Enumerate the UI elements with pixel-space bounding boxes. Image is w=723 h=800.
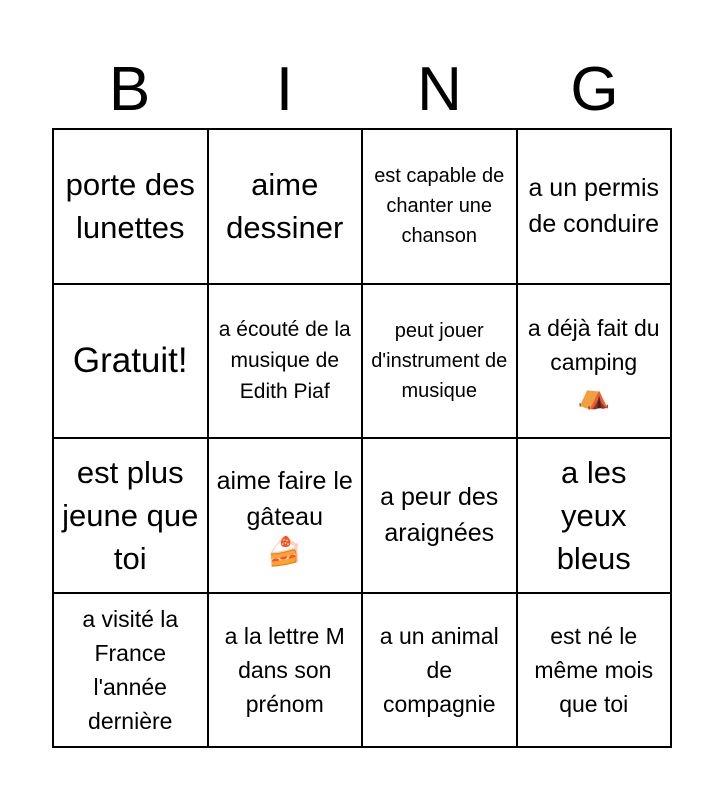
bingo-cell[interactable] — [209, 594, 364, 749]
header-letter-i: I — [275, 55, 294, 124]
bingo-cell[interactable] — [209, 130, 364, 285]
bingo-cell[interactable] — [363, 285, 518, 440]
cell-text: a déjà fait du camping — [527, 314, 660, 375]
header-letter-n: N — [417, 55, 462, 124]
bingo-cell[interactable] — [363, 130, 518, 285]
cell-text: peut jouer d'instrument de musique — [371, 319, 508, 402]
cell-text: a écouté de la musique de Edith Piaf — [218, 318, 351, 404]
cell-text: porte des lunettes — [65, 167, 195, 246]
cell-text: est plus jeune que toi — [62, 454, 199, 576]
cell-text: a les yeux bleus — [556, 454, 631, 576]
bingo-cell[interactable] — [54, 130, 209, 285]
bingo-header — [52, 52, 672, 128]
cake-icon: 🍰 — [267, 535, 303, 569]
cell-text: aime faire le gâteau — [216, 467, 353, 532]
bingo-grid — [52, 128, 672, 748]
bingo-cell[interactable] — [363, 439, 518, 594]
cell-text: est capable de chanter une chanson — [374, 165, 505, 248]
cell-text: a un animal de compagnie — [379, 622, 499, 717]
cell-text: a visité la France l'année dernière — [82, 605, 179, 734]
free-space-text: Gratuit! — [72, 341, 188, 381]
bingo-cell[interactable] — [54, 439, 209, 594]
bingo-cell[interactable] — [518, 439, 673, 594]
camping-icon: ⛺ — [577, 380, 610, 411]
bingo-cell[interactable] — [518, 285, 673, 440]
cell-text: est né le même mois que toi — [534, 622, 654, 717]
bingo-cell[interactable] — [363, 594, 518, 749]
bingo-cell[interactable] — [518, 130, 673, 285]
bingo-cell[interactable] — [518, 594, 673, 749]
header-letter-g: G — [570, 55, 619, 124]
bingo-cell[interactable] — [209, 285, 364, 440]
header-letter-b: B — [108, 55, 151, 124]
bingo-cell[interactable] — [209, 439, 364, 594]
cell-text: a un permis de conduire — [528, 174, 660, 239]
cell-text: a la lettre M dans son prénom — [224, 622, 345, 717]
cell-text: a peur des araignées — [380, 483, 499, 548]
bingo-cell[interactable] — [54, 594, 209, 749]
bingo-cell-free[interactable] — [54, 285, 209, 440]
cell-text: aime dessiner — [226, 167, 344, 246]
